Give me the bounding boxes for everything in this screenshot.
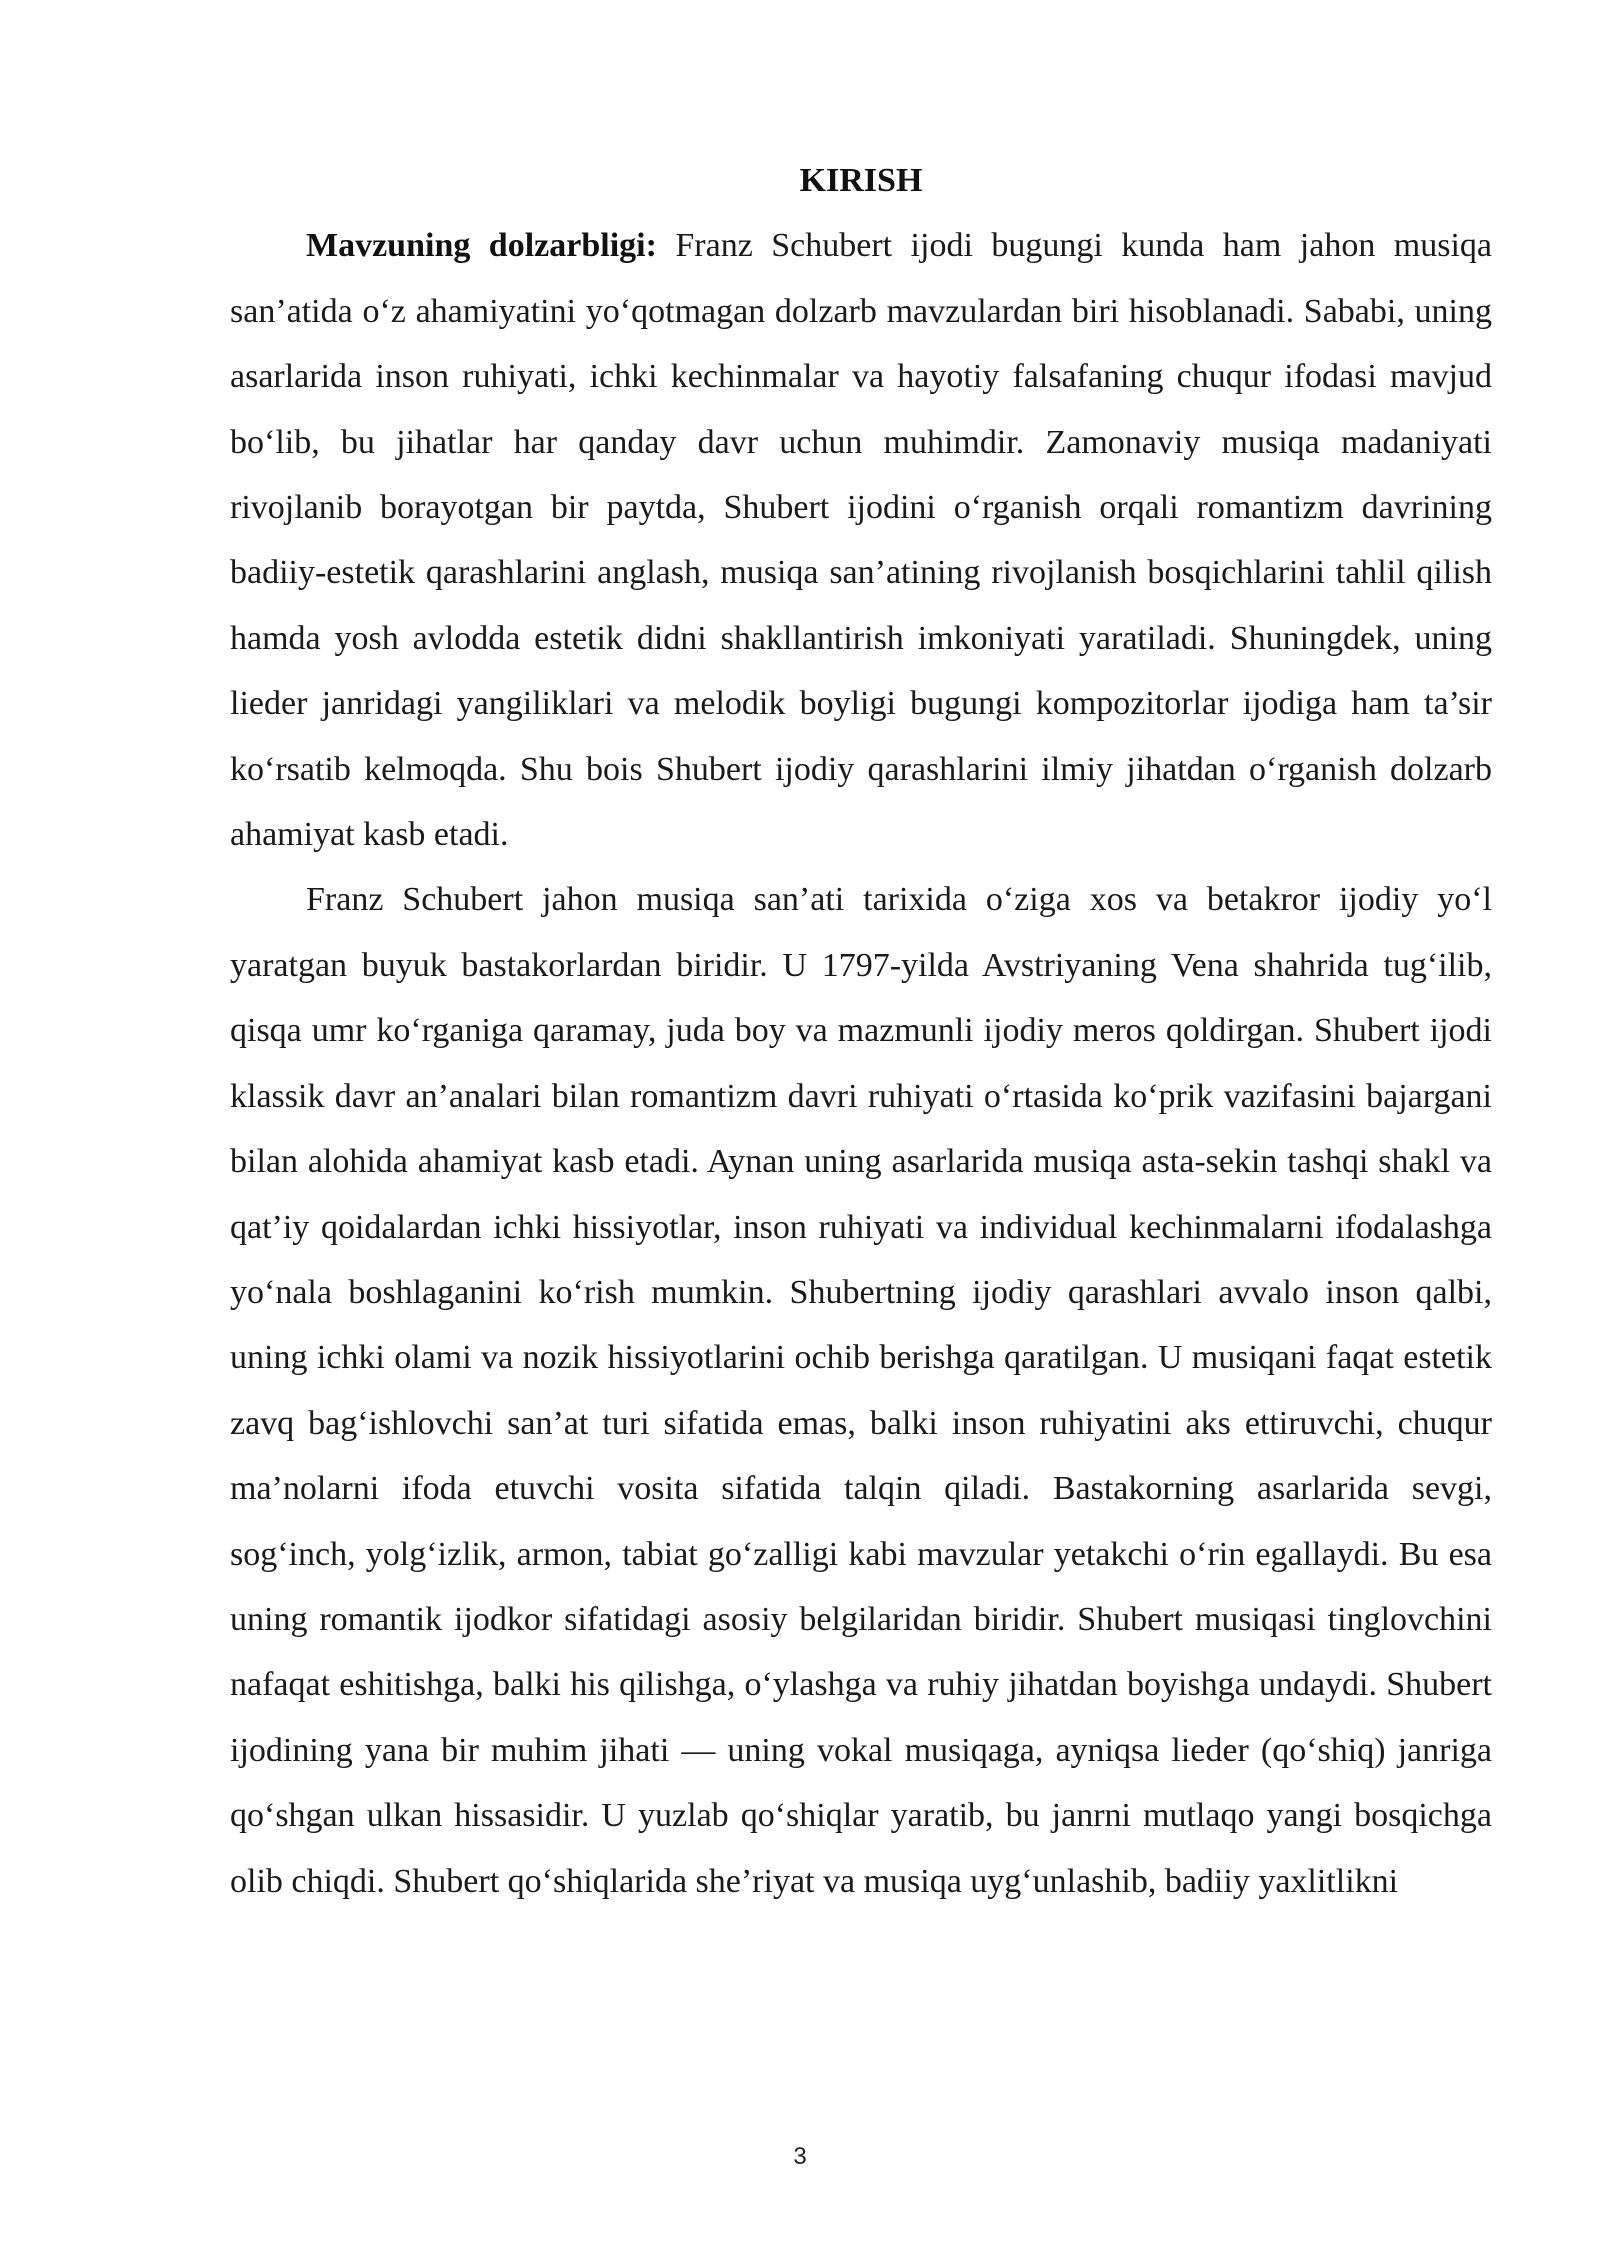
paragraph-lead: Mavzuning dolzarbligi: [306, 227, 657, 265]
page-number: 3 [793, 2143, 807, 2170]
paragraph-biography: Franz Schubert jahon musiqa san’ati tarixida o‘ziga xos va betakror ijodiy yo‘l yaratgan buyuk bastakorlardan biridir. U 1797-yilda Avstriyaning Vena shahrida tug‘ilib, qisqa umr ko‘rganiga qaramay, juda boy va mazmunli ijodiy meros qoldirgan. Shubert ijodi klassik davr an’analari bilan romantizm davri ruhiyati o‘rtasida ko‘prik vazifasini bajargani bilan alohida ahamiyat kasb etadi. Aynan uning asarlarida musiqa asta-sekin tashqi shakl va qat’iy qoidalardan ichki hissiyotlar, inson ruhiyati va individual kechinmalarni ifodalashga yo‘nala boshlaganini ko‘rish mumkin. Shubertning ijodiy qarashlari avvalo inson qalbi, uning ichki olami va nozik hissiyotlarini ochib berishga qaratilgan. U musiqani faqat estetik zavq bag‘ishlovchi san’at turi sifatida emas, balki inson ruhiyatini aks ettiruvchi, chuqur ma’nolarni ifoda etuvchi vosita sifatida talqin qiladi. Bastakorning asarlarida sevgi, sog‘inch, yolg‘izlik, armon, tabiat go‘zalligi kabi mavzular yetakchi o‘rin egallaydi. Bu esa uning romantik ijodkor sifatidagi asosiy belgilaridan biridir. Shubert musiqasi tinglovchini nafaqat eshitishga, balki his qilishga, o‘ylashga va ruhiy jihatdan boyishga undaydi. Shubert ijodining yana bir muhim jihati — uning vokal musiqaga, ayniqsa lieder (qo‘shiq) janriga qo‘shgan ulkan hissasidir. U yuzlab qo‘shiqlar yaratib, bu janrni mutlaqo yangi bosqichga olib chiqdi. Shubert qo‘shiqlarida she’riyat va musiqa uyg‘unlashib, badiiy yaxlitlikni [230, 881, 1492, 1900]
paragraph-text: Franz Schubert ijodi bugungi kunda ham jahon musiqa san’atida o‘z ahamiyatini yo‘qotmagan dolzarb mavzulardan biri hisoblanadi. Sababi, uning asarlarida inson ruhiyati, ichki kechinmalar va hayotiy falsafaning chuqur ifodasi mavjud bo‘lib, bu jihatlar har qanday davr uchun muhimdir. Zamonaviy musiqa madaniyati rivojlanib borayotgan bir paytda, Shubert ijodini o‘rganish orqali romantizm davrining badiiy-estetik qarashlarini anglash, musiqa san’atining rivojlanish bosqichlarini tahlil qilish hamda yosh avlodda estetik didni shakllantirish imkoniyati yaratiladi. Shuningdek, uning lieder janridagi yangiliklari va melodik boyligi bugungi kompozitorlar ijodiga ham ta’sir ko‘rsatib kelmoqda. Shu bois Shubert ijodiy qarashlarini ilmiy jihatdan o‘rganish dolzarb ahamiyat kasb etadi. [230, 227, 1492, 854]
section-heading: KIRISH [799, 162, 923, 199]
paragraph-relevance [230, 213, 1492, 867]
page-body [230, 148, 1492, 1914]
